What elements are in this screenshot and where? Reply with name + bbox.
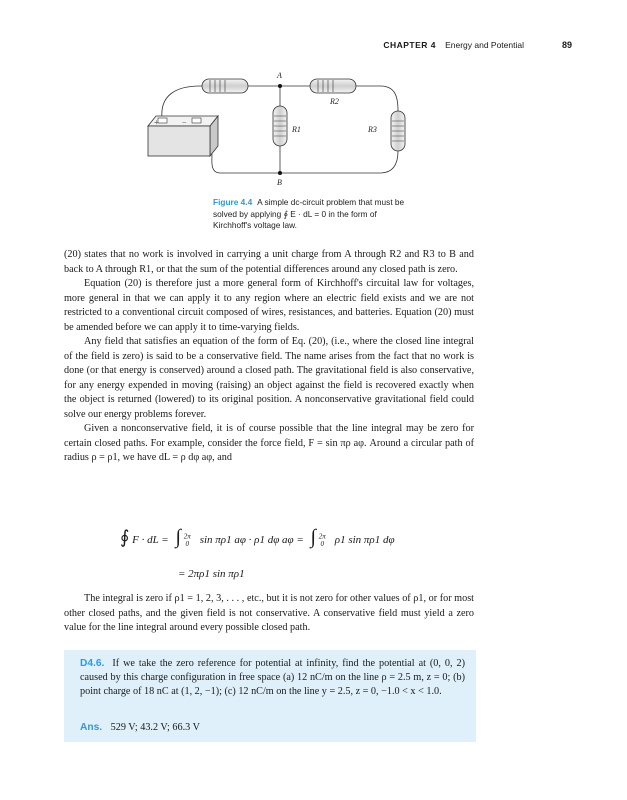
resistor-r-left-top (202, 79, 248, 93)
page-number: 89 (561, 40, 572, 50)
r1-label: R1 (292, 125, 301, 134)
chapter-title: Energy and Potential (445, 40, 524, 50)
r2-label: R2 (330, 97, 339, 106)
drill-problem-text-block (80, 657, 465, 699)
node-a-label: A (277, 71, 282, 80)
figure-caption-label: Figure 4.4 (213, 197, 253, 207)
r3-label: R3 (368, 125, 377, 134)
equation-lhs: F · dL = (132, 534, 169, 546)
figure-caption-text: A simple dc-circuit problem that must be solved by applying ∮ E · dL = 0 in the form of Kirchhoff's voltage law. (213, 197, 405, 231)
paragraph-5: The integral is zero if ρ1 = 1, 2, 3, . . . , etc., but it is not zero for other values of ρ1, or for most other closed paths, and the given field is not conservative. A conservative field must yield a zero value for the line integral around every possible closed path. (64, 593, 474, 633)
battery-minus-sign: − (182, 118, 187, 127)
integral-sign-2: ∫ (310, 526, 317, 548)
equation-line-2: = 2πρ1 sin πρ1 (178, 568, 245, 580)
drill-text: If we take the zero reference for potential at infinity, find the potential at (0, 0, 2) caused by this charge configuration in free space (a) 12 nC/m on the line ρ = 2.5 m, z = 0; (b) point charge of 18 nC at (1, 2, −1); (c) 12 nC/m on the line y = 2.5, z = 0, −1.0 < x < 1.0. (80, 658, 465, 697)
node-b-dot (278, 171, 282, 175)
main-text-continued (64, 592, 474, 636)
upper-limit-2: 2π (318, 532, 326, 541)
paragraph-3: Any field that satisfies an equation of the form of Eq. (20), (i.e., where the closed line integral of the field is zero) is said to be a conservative field. The name arises from the fact that no work is done (or that energy is conserved) around a closed path. The gravitational field is also conservative, for any energy expended in moving (raising) an object against the field is recovered exactly when the object is returned (lowered) to its original position. A nonconservative gravitational field could solve our energy problems forever. (64, 336, 474, 420)
paragraph-2: Equation (20) is therefore just a more general form of Kirchhoff's circuital law for voltages, more general in that we can apply it to any region where an electric field exists and we are not restricted to a conventional circuit composed of wires, resistances, and batteries. Equation (20) must be amended before we can apply it to time-varying fields. (64, 278, 474, 333)
answer-text: 529 V; 43.2 V; 66.3 V (110, 722, 200, 733)
main-text (64, 248, 474, 466)
paragraph-4: Given a nonconservative field, it is of course possible that the line integral may be zero for certain closed paths. For example, consider the force field, F = sin πρ aφ. Around a circular path of radius ρ = ρ1, we have dL = ρ dφ aφ, and (64, 423, 474, 463)
closed-integral-sign: ∮ (120, 527, 130, 547)
upper-limit-1: 2π (183, 532, 191, 541)
resistor-r1 (273, 106, 287, 146)
answer-label: Ans. (80, 722, 103, 733)
lower-limit-2: 0 (320, 540, 325, 549)
drill-problem-box (64, 650, 476, 742)
equation-middle: sin πρ1 aφ · ρ1 dφ aφ = (199, 534, 304, 546)
integral-sign-1: ∫ (175, 526, 181, 548)
figure-caption (213, 197, 409, 232)
equation-rhs: ρ1 sin πρ1 dφ (334, 534, 395, 546)
lower-limit-1: 0 (185, 540, 189, 549)
battery-plus-sign: + (154, 118, 159, 127)
equation-line-1 (120, 526, 395, 549)
node-b-label: B (277, 178, 282, 187)
node-a-dot (278, 84, 282, 88)
resistor-r2 (310, 79, 356, 93)
drill-label: D4.6. (80, 658, 105, 669)
drill-answer (80, 722, 200, 733)
running-header (64, 40, 576, 54)
paragraph-1: (20) states that no work is involved in carrying a unit charge from A through R2 and R3 to B and back to A through R1, or that the sum of the potential differences around any closed path is zero. (64, 249, 474, 275)
battery (148, 116, 218, 156)
chapter-label: CHAPTER 4 (383, 40, 436, 50)
circuit-figure (140, 66, 430, 191)
resistor-r3 (391, 111, 405, 151)
